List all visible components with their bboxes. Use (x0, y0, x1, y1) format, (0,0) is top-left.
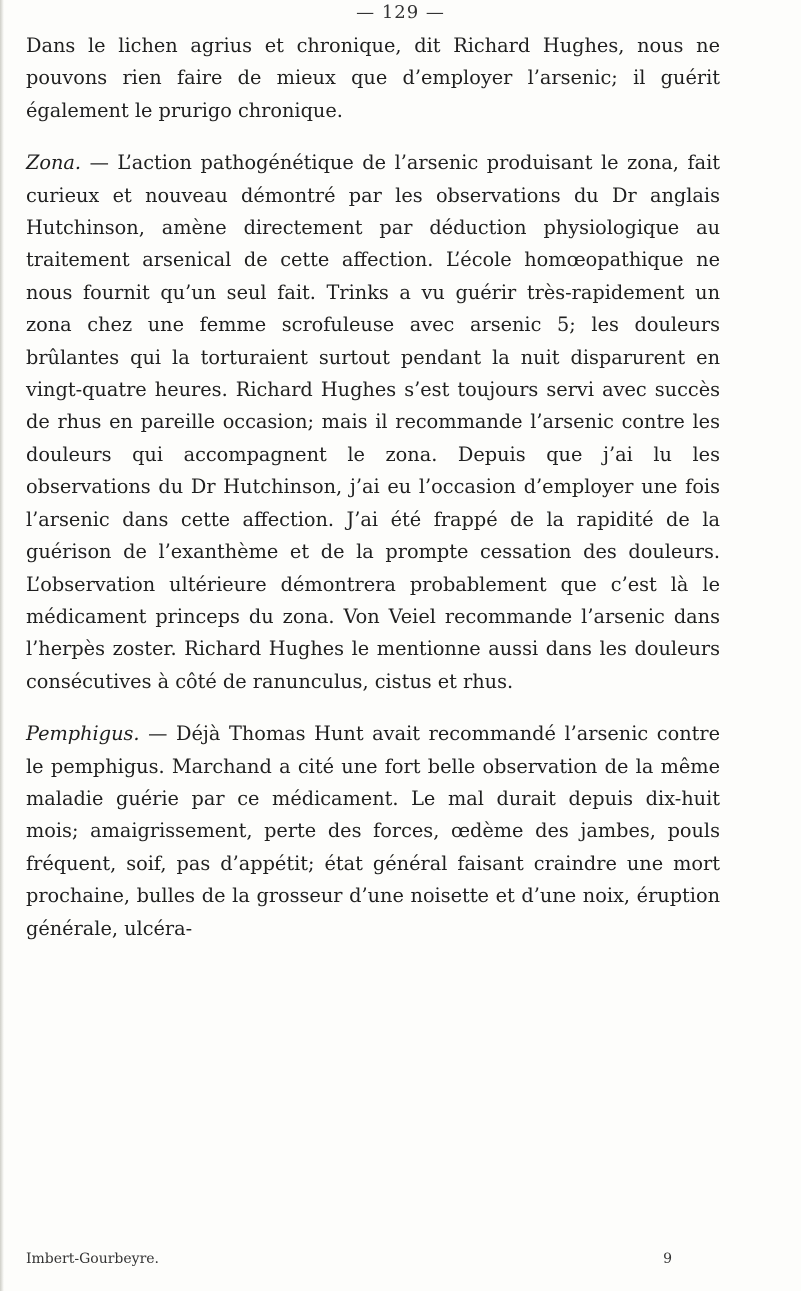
signature-mark: 9 (663, 1251, 672, 1267)
section-heading-pemphigus: Pemphigus. (26, 722, 140, 746)
page-edge-shadow (0, 0, 4, 1291)
paragraph-text: Dans le lichen agrius et chronique, dit Richard Hughes, nous ne pouvons rien faire de mieux que d’employer l’arsenic; il guérit également le prurigo chronique. (26, 34, 720, 122)
paragraph-text: — Déjà Thomas Hunt avait recommandé l’arsenic contre le pemphigus. Marchand a cité une fort belle observation de la même maladie guérie par ce médicament. Le mal durait depuis dix-huit mois; amaigrissement, perte des forces, œdème des jambes, pouls fréquent, soif, pas d’appétit; état général faisant craindre une mort prochaine, bulles de la grosseur d’une noisette et d’une noix, éruption générale, ulcéra- (26, 722, 720, 940)
section-heading-zona: Zona. (26, 151, 82, 175)
paragraph-text: — L’action pathogénétique de l’arsenic produisant le zona, fait curieux et nouveau démontré par les observations du Dr anglais Hutchinson, amène directement par déduction physiologique au traitement arsenical de cette affection. L’école homœopathique ne nous fournit qu’un seul fait. Trinks a vu guérir très-rapidement un zona chez une femme scrofuleuse avec arsenic 5; les douleurs brûlantes qui la torturaient surtout pendant la nuit disparurent en vingt-quatre heures. Richard Hughes s’est toujours servi avec succès de rhus en pareille occasion; mais il recommande l’arsenic contre les douleurs qui accompagnent le zona. Depuis que j’ai lu les observations du Dr Hutchinson, j’ai eu l’occasion d’employer une fois l’arsenic dans cette affection. J’ai été frappé de la rapidité de la guérison de l’exanthème et de la prompte cessation des douleurs. L’observation ultérieure démontrera probablement que c’est là le médicament princeps du zona. Von Veiel recommande l’arsenic dans l’herpès zoster. Richard Hughes le mentionne aussi dans les douleurs consécutives à côté de ranunculus, cistus et rhus. (26, 151, 720, 693)
paragraph-zona (26, 147, 720, 698)
paragraph-pemphigus (26, 718, 720, 945)
body-text (26, 30, 720, 945)
page-footer (26, 1251, 720, 1267)
footer-imprint: Imbert-Gourbeyre. (26, 1251, 160, 1267)
paragraph-lichen (26, 30, 720, 127)
page-number: — 129 — (356, 2, 445, 23)
